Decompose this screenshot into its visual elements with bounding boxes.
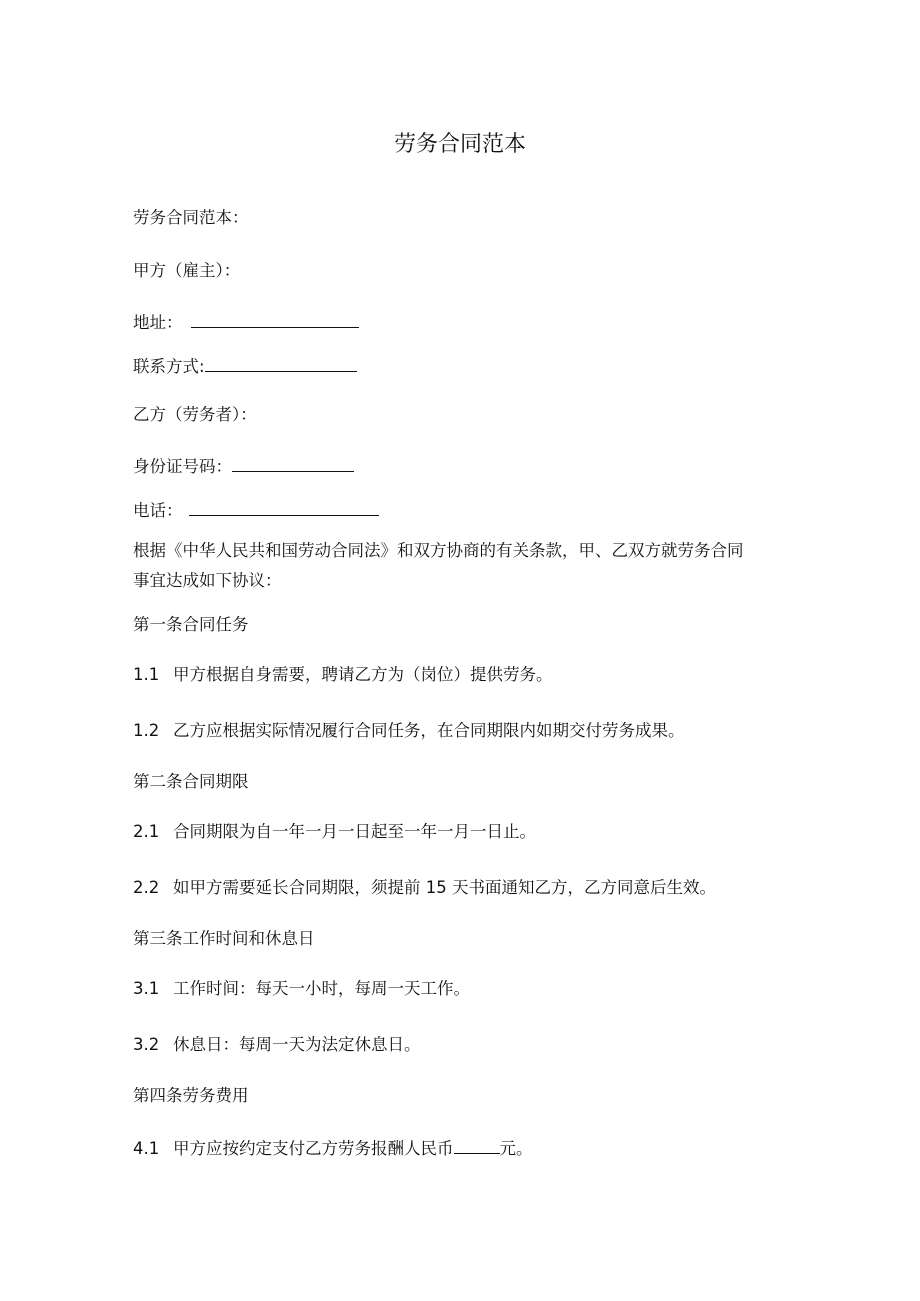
clause-text: 乙方应根据实际情况履行合同任务，在合同期限内如期交付劳务成果。 bbox=[173, 721, 685, 740]
preamble-line-1: 根据《中华人民共和国劳动合同法》和双方协商的有关条款，甲、乙双方就劳务合同 bbox=[133, 541, 744, 560]
clause-number: 2.2 bbox=[133, 878, 160, 897]
preamble-line-2: 事宜达成如下协议： bbox=[133, 571, 282, 590]
clause-number: 1.1 bbox=[133, 665, 160, 684]
article-heading: 第一条合同任务 bbox=[133, 615, 249, 634]
clause-text: 休息日：每周一天为法定休息日。 bbox=[173, 1035, 421, 1054]
clause bbox=[133, 878, 716, 898]
phone-label: 电话： bbox=[133, 501, 183, 520]
clause bbox=[133, 1136, 533, 1159]
contact-label: 联系方式: bbox=[133, 357, 205, 376]
clause-number: 4.1 bbox=[133, 1139, 160, 1158]
contact-blank bbox=[205, 354, 357, 372]
clause-text: 如甲方需要延长合同期限，须提前 15 天书面通知乙方，乙方同意后生效。 bbox=[173, 878, 716, 897]
clause-text-suffix: 元。 bbox=[499, 1139, 533, 1158]
article-heading: 第二条合同期限 bbox=[133, 772, 249, 791]
clause-text: 甲方根据自身需要，聘请乙方为（岗位）提供劳务。 bbox=[173, 665, 553, 684]
article-heading: 第四条劳务费用 bbox=[133, 1086, 249, 1105]
clause bbox=[133, 979, 470, 999]
clause bbox=[133, 822, 536, 842]
clause-text: 工作时间：每天一小时，每周一天工作。 bbox=[173, 979, 470, 998]
clause-number: 2.1 bbox=[133, 822, 160, 841]
article-heading: 第三条工作时间和休息日 bbox=[133, 929, 315, 948]
address-blank bbox=[191, 310, 359, 328]
phone-blank bbox=[189, 498, 379, 516]
address-label: 地址： bbox=[133, 313, 183, 332]
document-title: 劳务合同范本 bbox=[393, 132, 526, 157]
clause bbox=[133, 721, 685, 741]
clause-text: 甲方应按约定支付乙方劳务报酬人民币 bbox=[173, 1139, 454, 1158]
address-line bbox=[133, 310, 359, 333]
party-b-label: 乙方（劳务者）： bbox=[133, 405, 257, 424]
phone-line bbox=[133, 498, 379, 521]
clause-text: 合同期限为自一年一月一日起至一年一月一日止。 bbox=[173, 822, 536, 841]
contact-line bbox=[133, 354, 357, 377]
clause bbox=[133, 1035, 421, 1055]
clause bbox=[133, 665, 553, 685]
clause-number: 3.1 bbox=[133, 979, 160, 998]
clause-number: 3.2 bbox=[133, 1035, 160, 1054]
id-number-line bbox=[133, 454, 354, 477]
intro-text: 劳务合同范本： bbox=[133, 208, 249, 227]
amount-blank bbox=[454, 1136, 500, 1154]
id-number-blank bbox=[232, 454, 354, 472]
id-number-label: 身份证号码： bbox=[133, 457, 232, 476]
clause-number: 1.2 bbox=[133, 721, 160, 740]
party-a-label: 甲方（雇主）： bbox=[133, 261, 241, 280]
